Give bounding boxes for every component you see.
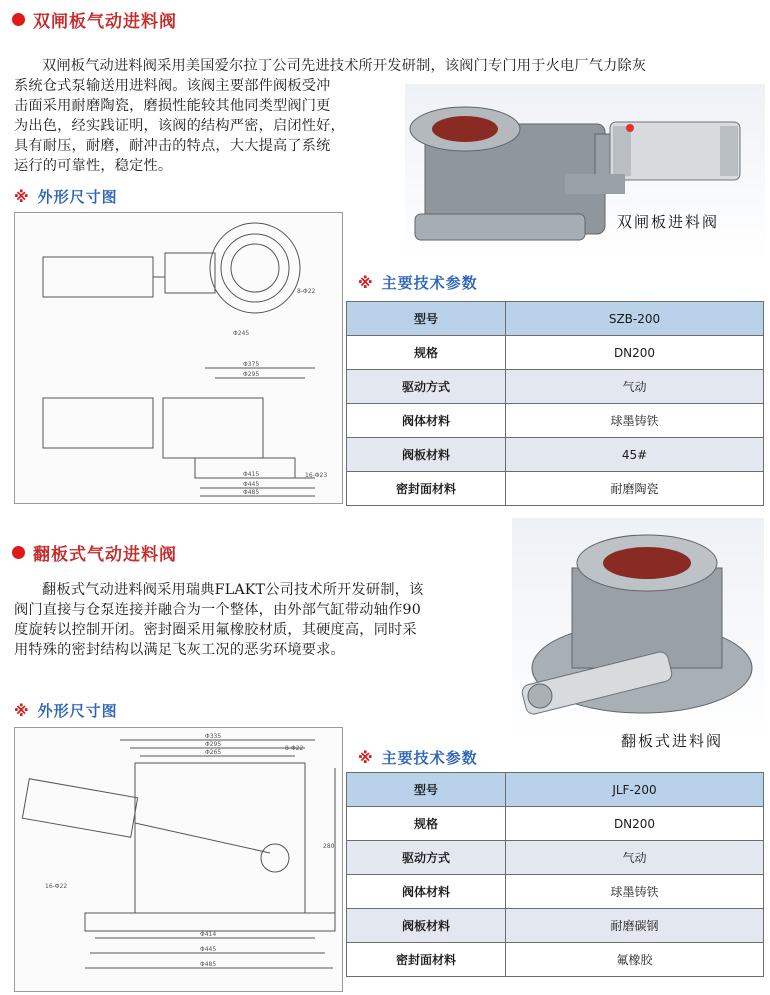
- drawing1-label-2: Φ375: [243, 361, 260, 368]
- drawing2-label-2: Φ265: [205, 749, 222, 756]
- drawing1-label-3: Φ295: [243, 371, 260, 378]
- section2-intro: 翻板式气动进料阀采用瑞典FLAKT公司技术所开发研制，该 阀门直接与仓泵连接并融合为一个整体，由外部气缸带动轴作90 度旋转以控制开闭。密封圈采用氟橡胶材质，其硬度高，同时采 用特殊的密封结构以满足飞灰工况的恶劣环境要求。: [14, 582, 424, 658]
- spec-row: [347, 807, 764, 841]
- spec-value: 氟橡胶: [506, 943, 764, 977]
- spec-row: [347, 875, 764, 909]
- spec-row: [347, 302, 764, 336]
- section2-drawing-svg: [15, 728, 342, 991]
- spec-value: 气动: [506, 841, 764, 875]
- spec-row: [347, 370, 764, 404]
- spec-label: 阀板材料: [347, 909, 506, 943]
- spec-value: 球墨铸铁: [506, 404, 764, 438]
- section1-title-text: 双闸板气动进料阀: [33, 12, 177, 32]
- spec-row: [347, 841, 764, 875]
- section2-dimension-drawing: [14, 727, 343, 992]
- double-gate-valve-photo: [405, 84, 765, 260]
- spec-label: 阀板材料: [347, 438, 506, 472]
- section1-drawing-svg: [15, 213, 342, 503]
- section1-spec-heading: ※ 主要技术参数: [358, 274, 478, 292]
- spec-value: 气动: [506, 370, 764, 404]
- spec-label: 密封面材料: [347, 472, 506, 506]
- section2-spec-table: [346, 772, 764, 977]
- drawing2-label-7: Φ445: [200, 946, 217, 953]
- section1-intro-first-line: 双闸板气动进料阀采用美国爱尔拉丁公司先进技术所开发研制，该阀门专门用于火电厂气力除灰: [42, 58, 647, 74]
- spec-row: [347, 943, 764, 977]
- spec-row: [347, 438, 764, 472]
- drawing2-label-1: Φ295: [205, 741, 222, 748]
- spec-value: 球墨铸铁: [506, 875, 764, 909]
- spec-row: [347, 404, 764, 438]
- spec-label: 阀体材料: [347, 875, 506, 909]
- reference-mark-icon: ※: [14, 188, 30, 206]
- spec-row: [347, 773, 764, 807]
- spec-row: [347, 472, 764, 506]
- section1-photo-caption: 双闸板进料阀: [617, 213, 720, 231]
- spec-label: 驱动方式: [347, 841, 506, 875]
- drawing2-label-3: 8-Φ22: [285, 745, 304, 752]
- reference-mark-icon: ※: [358, 749, 374, 767]
- drawing1-label-4: Φ415: [243, 471, 260, 478]
- drawing1-label-7: 16-Φ23: [305, 472, 328, 479]
- drawing1-label-5: Φ445: [243, 481, 260, 488]
- drawing2-label-4: 280: [323, 843, 335, 850]
- section2-photo-caption: 翻板式进料阀: [621, 732, 724, 750]
- bullet-dot-icon: [12, 546, 25, 559]
- section2-title: [12, 540, 177, 565]
- spec-label: 规格: [347, 336, 506, 370]
- drawing2-label-6: Φ414: [200, 931, 217, 938]
- section1-dim-heading: ※ 外形尺寸图: [14, 188, 118, 206]
- spec-label: 规格: [347, 807, 506, 841]
- section2-title-text: 翻板式气动进料阀: [33, 545, 177, 565]
- drawing2-label-5: 16-Φ22: [45, 883, 68, 890]
- spec-value: 45#: [506, 438, 764, 472]
- drawing2-label-0: Φ335: [205, 733, 222, 740]
- section1-intro-body: 系统仓式泵输送用进料阀。该阀主要部件阀板受冲 击面采用耐磨陶瓷，磨损性能较其他同类型阀门更 为出色，经实践证明，该阀的结构严密，启闭性好， 具有耐压，耐磨，耐冲击的特点，大大提高了系统 运行的可靠性，稳定性。: [14, 78, 345, 174]
- spec-label: 密封面材料: [347, 943, 506, 977]
- section1-title: [12, 7, 177, 32]
- spec-value: 耐磨碳钢: [506, 909, 764, 943]
- spec-label: 型号: [347, 773, 506, 807]
- reference-mark-icon: ※: [358, 274, 374, 292]
- spec-value: DN200: [506, 336, 764, 370]
- section2-dim-heading: ※ 外形尺寸图: [14, 702, 118, 720]
- section1-spec-table: [346, 301, 764, 506]
- reference-mark-icon: ※: [14, 702, 30, 720]
- spec-value: DN200: [506, 807, 764, 841]
- drawing1-label-0: 8-Φ22: [297, 288, 316, 295]
- drawing2-label-8: Φ485: [200, 961, 217, 968]
- flap-valve-photo: [512, 518, 764, 740]
- spec-value: 耐磨陶瓷: [506, 472, 764, 506]
- drawing1-label-1: Φ245: [233, 330, 250, 337]
- drawing1-label-6: Φ485: [243, 489, 260, 496]
- bullet-dot-icon: [12, 13, 25, 26]
- valve-photo-illustration: [405, 84, 765, 260]
- section1-dimension-drawing: [14, 212, 343, 504]
- spec-row: [347, 336, 764, 370]
- spec-label: 驱动方式: [347, 370, 506, 404]
- spec-label: 型号: [347, 302, 506, 336]
- flap-photo-illustration: [512, 518, 764, 740]
- spec-value: SZB-200: [506, 302, 764, 336]
- spec-row: [347, 909, 764, 943]
- section2-spec-heading: ※ 主要技术参数: [358, 749, 478, 767]
- spec-label: 阀体材料: [347, 404, 506, 438]
- spec-value: JLF-200: [506, 773, 764, 807]
